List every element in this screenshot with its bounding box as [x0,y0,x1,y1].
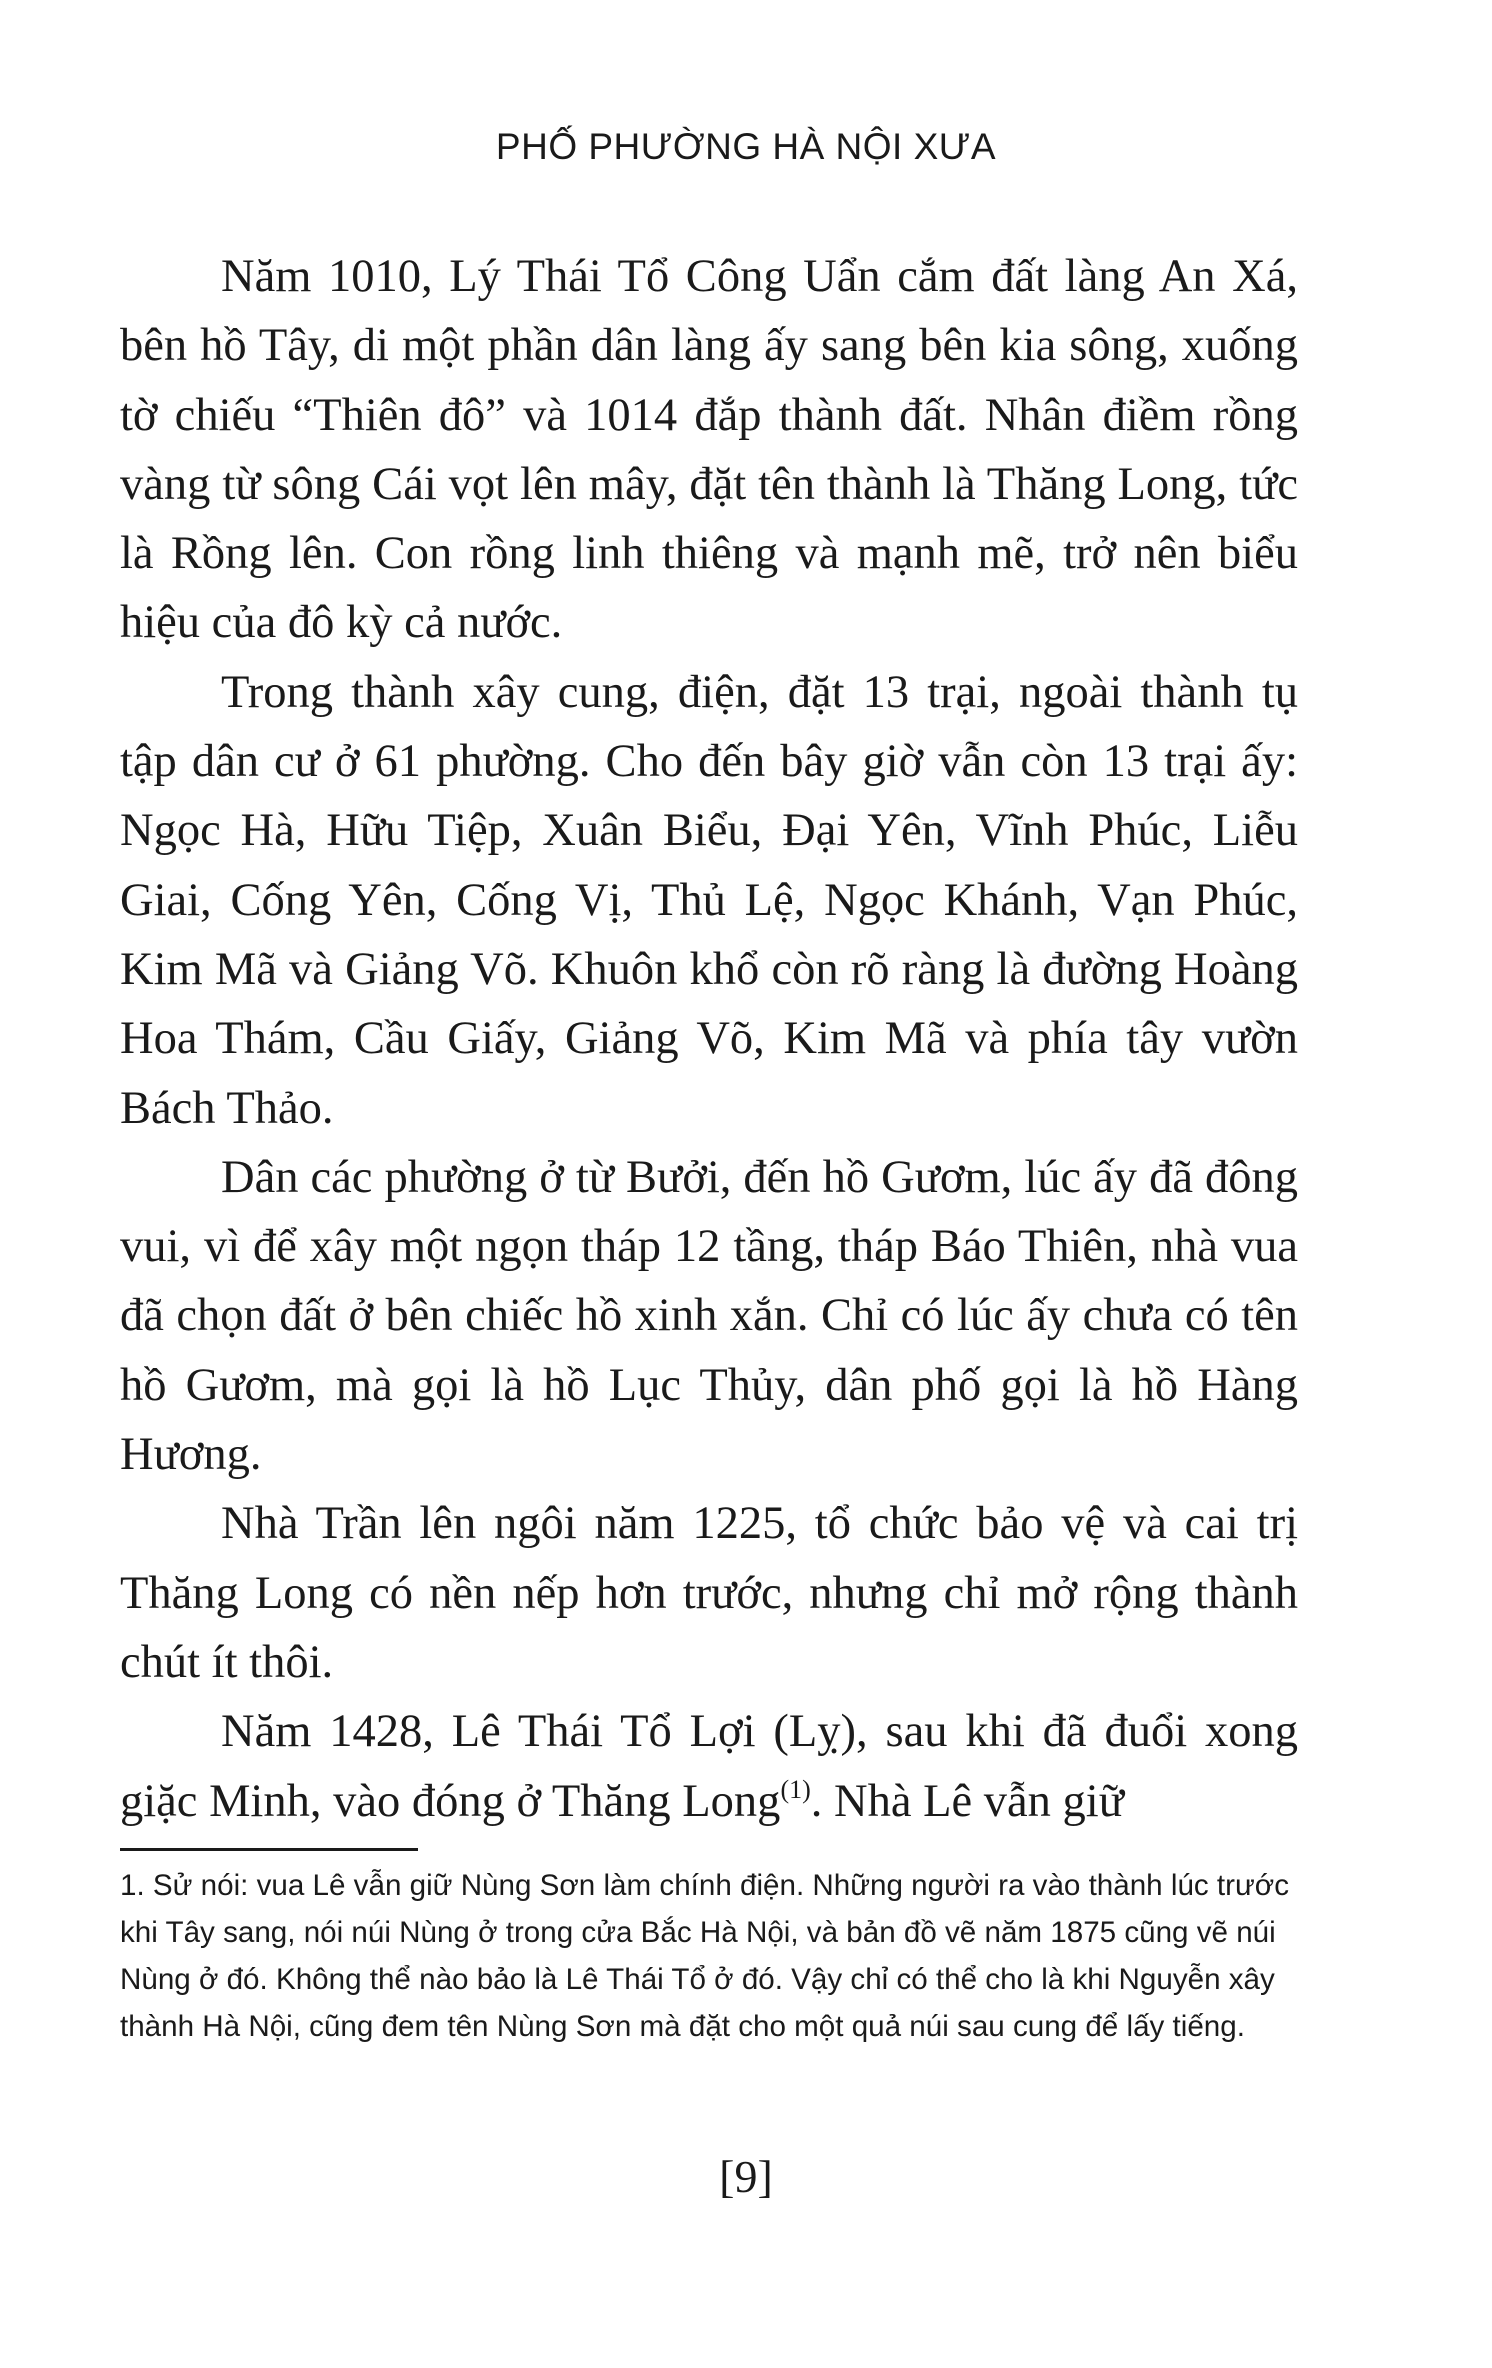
paragraph-continued [120,1697,1298,1836]
paragraph-text-end: . Nhà Lê vẫn giữ [810,1775,1124,1827]
footnote: 1. Sử nói: vua Lê vẫn giữ Nùng Sơn làm chính điện. Những người ra vào thành lúc trước khi Tây sang, nói núi Nùng ở trong cửa Bắc Hà Nội, và bản đồ vẽ năm 1875 cũng vẽ núi Nùng ở đó. Không thể nào bảo là Lê Thái Tổ ở đó. Vậy chỉ có thể cho là khi Nguyễn xây thành Hà Nội, cũng đem tên Nùng Sơn mà đặt cho một quả núi sau cung để lấy tiếng. [120,1869,1290,2043]
running-head: PHỐ PHƯỜNG HÀ NỘI XƯA [495,126,997,167]
page-number: [9] [719,2151,773,2202]
footnote-reference: (1) [780,1774,811,1804]
footnote-divider [120,1848,418,1851]
paragraph: Nhà Trần lên ngôi năm 1225, tổ chức bảo vệ và cai trị Thăng Long có nền nếp hơn trước, nhưng chỉ mở rộng thành chút ít thôi. [120,1498,1298,1688]
paragraph: Năm 1010, Lý Thái Tổ Công Uẩn cắm đất làng An Xá, bên hồ Tây, di một phần dân làng ấy sang bên kia sông, xuống tờ chiếu “Thiên đô” và 1014 đắp thành đất. Nhân điềm rồng vàng từ sông Cái vọt lên mây, đặt tên thành là Thăng Long, tức là Rồng lên. Con rồng linh thiêng và mạnh mẽ, trở nên biểu hiệu của đô kỳ cả nước. [120,251,1298,649]
body-text [120,242,1298,1836]
paragraph-text: Năm 1428, Lê Thái Tổ Lợi (Lỵ), sau khi đã đuổi xong giặc Minh, vào đóng ở Thăng Long [120,1706,1298,1827]
paragraph: Trong thành xây cung, điện, đặt 13 trại, ngoài thành tụ tập dân cư ở 61 phường. Cho đến bây giờ vẫn còn 13 trại ấy: Ngọc Hà, Hữu Tiệp, Xuân Biểu, Đại Yên, Vĩnh Phúc, Liễu Giai, Cống Yên, Cống Vị, Thủ Lệ, Ngọc Khánh, Vạn Phúc, Kim Mã và Giảng Võ. Khuôn khổ còn rõ ràng là đường Hoàng Hoa Thám, Cầu Giấy, Giảng Võ, Kim Mã và phía tây vườn Bách Thảo. [120,666,1298,1134]
paragraph: Dân các phường ở từ Bưởi, đến hồ Gươm, lúc ấy đã đông vui, vì để xây một ngọn tháp 12 tầng, tháp Báo Thiên, nhà vua đã chọn đất ở bên chiếc hồ xinh xắn. Chỉ có lúc ấy chưa có tên hồ Gươm, mà gọi là hồ Lục Thủy, dân phố gọi là hồ Hàng Hương. [120,1151,1298,1481]
